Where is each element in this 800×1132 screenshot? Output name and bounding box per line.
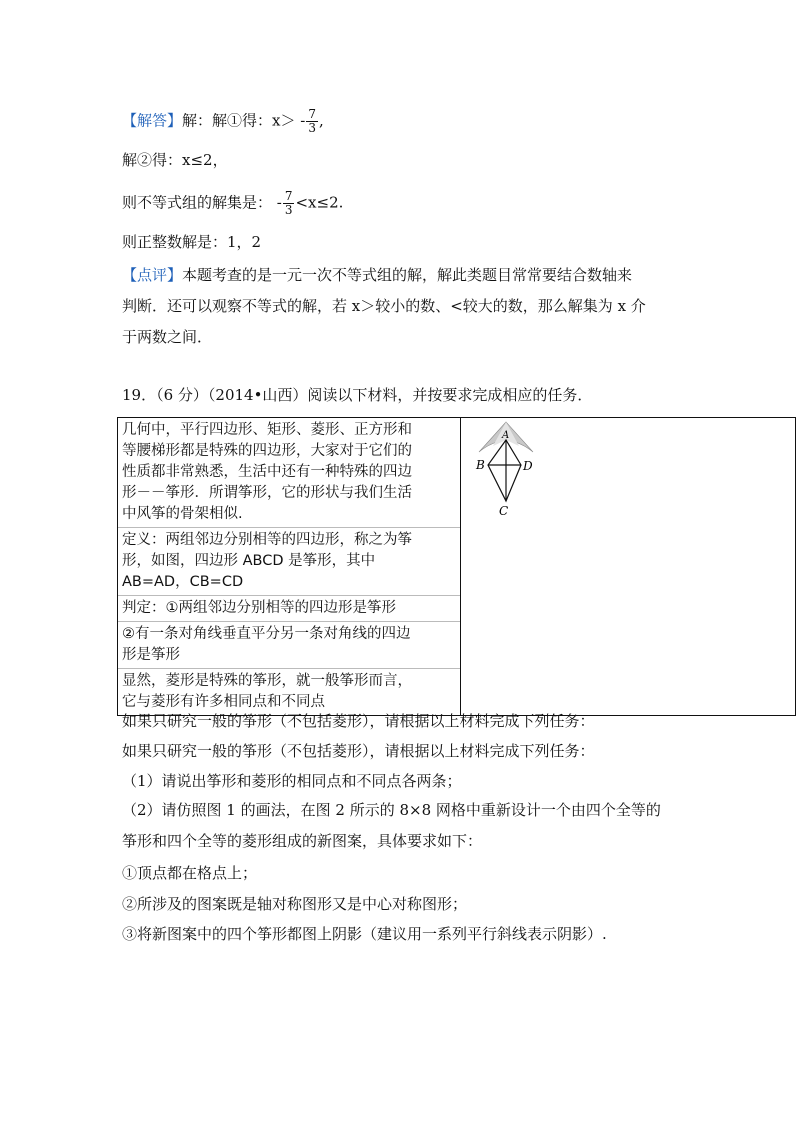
fraction-numerator: 7 bbox=[308, 107, 316, 121]
material-text-line: 判定：①两组邻边分别相等的四边形是筝形 bbox=[122, 600, 396, 616]
kite-figure bbox=[461, 418, 561, 528]
question-header: 19．（6 分）（2014•山西）阅读以下材料，并按要求完成相应的任务． bbox=[122, 386, 593, 404]
material-text-line: 等腰梯形都是特殊的四边形，大家对于它们的 bbox=[122, 443, 412, 459]
comment-tag: 【点评】 bbox=[122, 266, 183, 284]
material-text-line: 形是筝形 bbox=[122, 647, 180, 663]
material-paragraph-criterion-1 bbox=[118, 595, 460, 621]
material-text-line: 显然，菱形是特殊的筝形，就一般筝形而言， bbox=[122, 673, 412, 689]
material-text-cell bbox=[118, 418, 461, 716]
task-line-1: 如果只研究一般的筝形（不包括菱形），请根据以上材料完成下列任务： bbox=[122, 712, 595, 730]
fraction-numerator: 7 bbox=[284, 189, 293, 203]
vertex-label-a: A bbox=[502, 430, 510, 441]
task-line-4: （2）请仿照图 1 的画法，在图 2 所示的 8×8 网格中重新设计一个由四个全等的 bbox=[122, 801, 661, 819]
material-paragraph-remark bbox=[118, 668, 460, 715]
material-paragraph-criterion-2 bbox=[118, 621, 460, 668]
material-table bbox=[117, 417, 796, 716]
solution-line-1-text: 解：解①得：x＞ - bbox=[182, 111, 306, 130]
material-text-line: 它与菱形有许多相同点和不同点 bbox=[122, 694, 325, 710]
solution-tag: 【解答】 bbox=[122, 111, 183, 130]
fraction bbox=[283, 190, 295, 217]
solution-line-3-end: <x≤2. bbox=[295, 193, 344, 212]
material-text-line: 定义：两组邻边分别相等的四边形，称之为筝 bbox=[122, 532, 412, 548]
task-line-3: （1）请说出筝形和菱形的相同点和不同点各两条； bbox=[122, 772, 462, 790]
fraction-denominator: 3 bbox=[308, 121, 316, 135]
comment-line-2: 判断．还可以观察不等式的解，若 x＞较小的数、<较大的数，那么解集为 x 介 bbox=[122, 297, 646, 315]
fraction-denominator: 3 bbox=[284, 203, 293, 217]
material-text-line: AB=AD，CB=CD bbox=[122, 574, 244, 590]
kite-frame bbox=[488, 440, 521, 501]
vertex-label-c: C bbox=[499, 504, 509, 518]
solution-line-4: 则正整数解是：1，2 bbox=[122, 233, 262, 251]
fraction bbox=[306, 108, 318, 135]
task-line-2: 如果只研究一般的筝形（不包括菱形），请根据以上材料完成下列任务： bbox=[122, 742, 595, 760]
material-paragraph-definition bbox=[118, 527, 460, 595]
vertex-label-d: D bbox=[523, 459, 533, 473]
material-text-line: ②有一条对角线垂直平分另一条对角线的四边 bbox=[122, 626, 411, 642]
material-text-line: 形－－筝形．所谓筝形，它的形状与我们生活 bbox=[122, 485, 412, 501]
solution-line-3-text: 则不等式组的解集是： - bbox=[122, 193, 282, 212]
comment-line-3: 于两数之间． bbox=[122, 328, 213, 346]
vertex-label-b: B bbox=[476, 458, 485, 472]
comment-line-1 bbox=[122, 264, 632, 286]
material-text-line: 中风筝的骨架相似. bbox=[122, 506, 243, 522]
material-figure-cell bbox=[461, 418, 796, 716]
task-line-6: ①顶点都在格点上； bbox=[122, 864, 258, 882]
solution-line-1-end: , bbox=[318, 111, 324, 130]
task-line-8: ③将新图案中的四个筝形都图上阴影（建议用一系列平行斜线表示阴影）. bbox=[122, 925, 607, 943]
task-line-5: 筝形和四个全等的菱形组成的新图案，具体要求如下： bbox=[122, 832, 483, 850]
material-text-line: 性质都非常熟悉，生活中还有一种特殊的四边 bbox=[122, 464, 412, 480]
solution-line-2: 解②得：x≤2， bbox=[122, 151, 228, 169]
task-line-7: ②所涉及的图案既是轴对称图形又是中心对称图形； bbox=[122, 895, 468, 913]
solution-line-1 bbox=[122, 108, 324, 135]
solution-line-3 bbox=[122, 190, 343, 217]
material-text-line: 几何中，平行四边形、矩形、菱形、正方形和 bbox=[122, 422, 412, 438]
comment-line-1-text: 本题考查的是一元一次不等式组的解，解此类题目常常要结合数轴来 bbox=[182, 266, 633, 284]
material-text-line: 形，如图，四边形 ABCD 是筝形，其中 bbox=[122, 553, 376, 569]
material-paragraph-intro bbox=[118, 418, 460, 527]
